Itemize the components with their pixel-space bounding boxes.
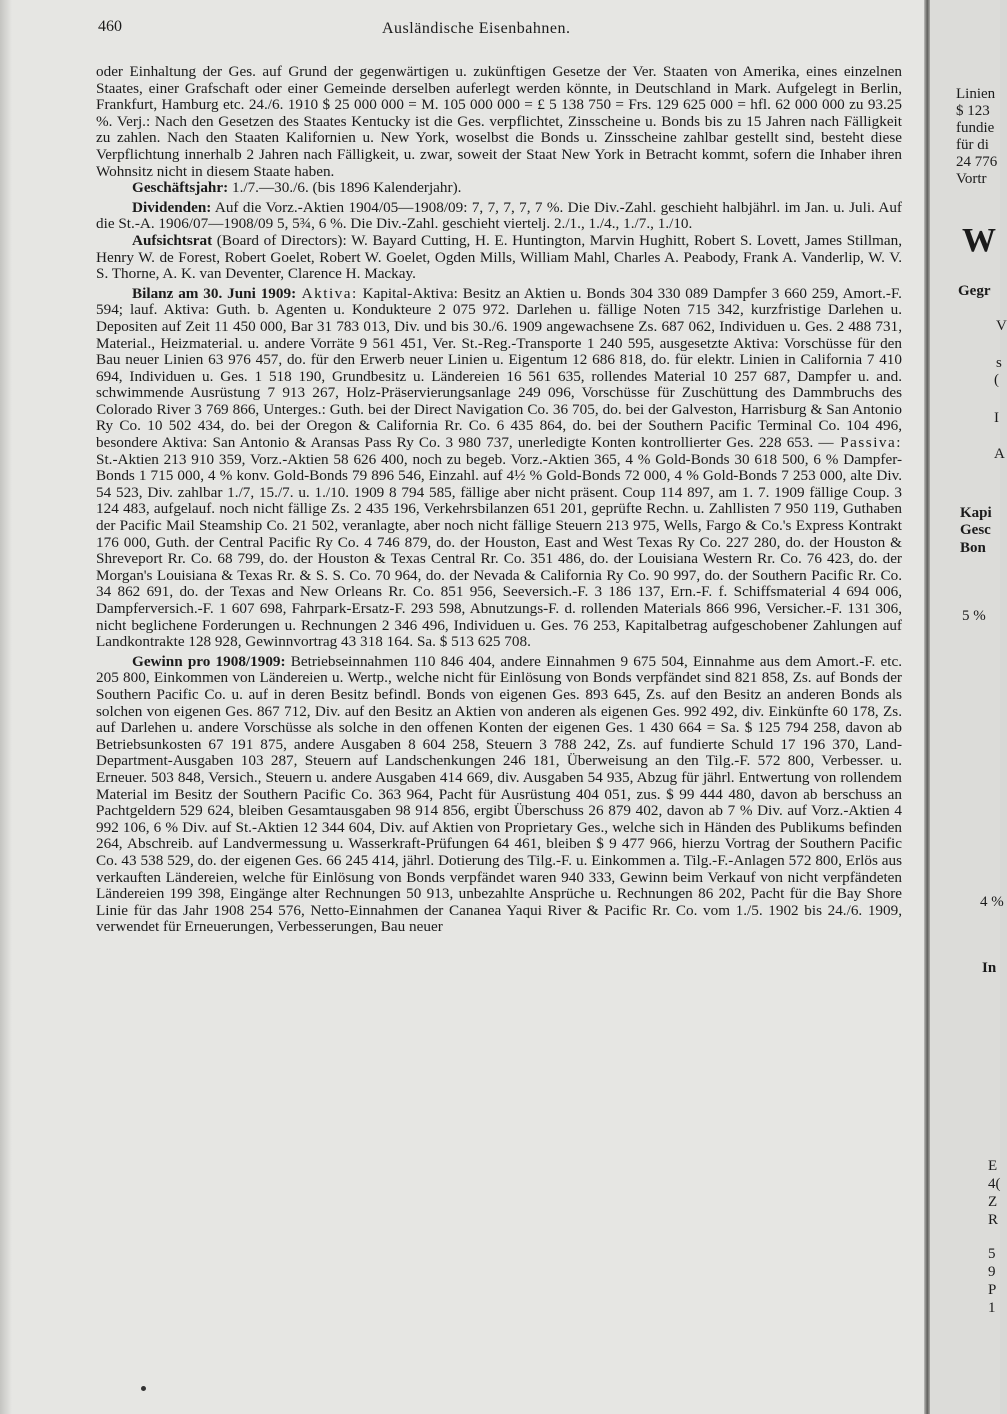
adjacent-text-line: 4( [988,1176,1001,1192]
paragraph-fiscal-year [96,180,902,197]
adjacent-text-line: fundie [956,120,995,136]
adjacent-text-line: Bon [960,540,986,556]
paragraph-profit [96,654,902,936]
adjacent-text-line: Linien [956,86,996,102]
paragraph-board [96,233,902,283]
heading-fiscal-year: Geschäftsjahr: [132,179,229,197]
adjacent-text-line: Z [988,1194,998,1210]
adjacent-text-line: I [994,410,999,426]
adjacent-text-line: 5 [988,1246,996,1262]
adjacent-text-line: 9 [988,1264,996,1280]
main-text-column [96,64,902,936]
board-text: (Board of Directors): W. Bayard Cutting, H. E. Huntington, Marvin Hughitt, Robert S. Lovett, James Stillman, Henry W. de Forest, Robert Goelet, Robert W. Goelet, Ogden Mills, William Mahl, Charles A. Peabody, Frank A. Vanderlip, W. V. S. Thorne, A. K. van Deventer, Clarence H. Mackay. [96,231,902,283]
adjacent-text-line: s [996,355,1002,371]
fiscal-year-text: 1./7.—30./6. (bis 1896 Kalenderjahr). [228,179,462,197]
ink-speck [141,1386,146,1391]
paragraph-bond-terms: oder Einhaltung der Ges. auf Grund der gegenwärtigen u. zukünftigen Gesetze der Ver. Staaten von Amerika, eines einzelnen Staates, einer Grafschaft oder einer Gemeinde derselben auferlegt werden könnte, in Deutschland in Mark. Aufgelegt in Berlin, Frankfurt, Hamburg etc. 24./6. 1910 $ 25 000 000 = M. 105 000 000 = £ 5 138 750 = Frs. 129 625 000 = hfl. 62 000 000 zu 93.25 %. Verj.: Nach den Gesetzen des Staates Kentucky ist die Ges. verpflichtet, Zinsscheine u. Bonds bis zu 15 Jahren nach Fälligkeit zu zahlen. Nach den Staaten Kalifornien u. New York, woselbst die Bonds u. Zinsscheine zahlbar gestellt sind, besteht diese Verpflichtung innerhalb 2 Jahren nach Fälligkeit, u. zwar, soweit der Staat New York in Betracht kommt, sofern die Inhaber ihren Wohnsitz nicht in diesem Staate haben. [96,63,902,180]
heading-board: Aufsichtsrat [132,231,213,249]
adjacent-text-line: A [994,446,1005,462]
adjacent-page-strip [930,0,1007,1414]
adjacent-text-line: 4 % [980,894,1004,910]
adjacent-text-line: 24 776 [956,154,998,170]
adjacent-text-line: R [988,1212,999,1228]
label-assets: Aktiva: [296,284,358,302]
liabilities-text: St.-Aktien 213 910 359, Vorz.-Aktien 58 626 400, noch zu begeb. Vorz.-Aktien 365, 4 % Gold-Bonds 30 618 500, 6 % Dampfer-Bonds 1 715 000, 4 % konv. Gold-Bonds 79 896 546, Einzahl. auf 4½ % Gold-Bonds 72 000, 4 % Gold-Bonds 7 253 000, alte Div. 54 523, Div. zahlbar 1./7, 15./7. u. 1./10. 1909 8 794 585, fällige aber nicht präsent. Coup 114 897, am 1. 7. 1909 fällige Coup. 3 124 483, aufgelauf. noch nicht fällige Zs. 2 435 196, Verkehrsbilanzen 651 201, geprüfte Rechn. u. Zahllisten 7 950 119, Guthaben der Pacific Mail Steamship Co. 21 502, veranlagte, aber noch nicht fällige Steuern 213 975, Wells, Fargo & Co.'s Express Kontrakt 176 000, Guth. der Central Pacific Ry Co. 4 746 879, do. der Houston, East and West Texas Ry Co. 227 280, do. der Houston & Shreveport Rr. Co. 68 799, do. der Houston & Texas Central Rr. Co. 351 486, do. der Louisiana Western Rr. Co. 76 423, do. der Morgan's Louisiana & Texas Rr. & S. S. Co. 70 964, do. der Nevada & California Ry Co. 90 997, do. der Southern Pacific Rr. Co. 34 862 691, do. der Texas and New Orleans Rr. Co. 851 956, Seeversich.-F. 3 186 137, Ern.-F. f. Schiffsmaterial 4 694 006, Dampferversich.-F. 1 607 698, Fahrpark-Ersatz-F. 293 598, Abnutzungs-F. d. rollenden Materials 866 996, Versicher.-F. 131 306, nicht beglichene Forderungen u. Rechnungen 2 346 496, Individuen u. Ges. 76 253, Kapitalbetrag aufgeschobener Zahlungen auf Landkontrakte 128 928, Gewinnvortrag 43 318 164. Sa. $ 513 625 708. [96,450,902,651]
heading-dividends: Dividenden: [132,198,212,216]
label-liabilities: Passiva: [833,434,902,452]
running-title: Ausländische Eisenbahnen. [382,20,571,37]
assets-text: Kapital-Aktiva: Besitz an Aktien u. Bonds 304 330 089 Dampfer 3 660 259, Amort.-F. 594; lauf. Aktiva: Guth. b. Agenten u. Kondukteure 2 075 972. Darlehen u. fällige Noten 715 342, kurzfristige Darlehen u. Depositen auf Zeit 11 450 000, Bar 31 783 013, Div. und bis 30./6. 1909 angewachsene Zs. 687 062, Individuen u. Ges. 2 488 731, Material., Heizmaterial. u. andere Vorräte 9 561 451, Ver. St.-Reg.-Transporte 1 240 595, ausgesetzte Aktiva: Vorschüsse für den Bau neuer Linien 63 976 457, do. für den Erwerb neuer Linien u. Eigentum 12 686 818, do. für elektr. Linien in California 7 410 694, Individuen u. Ges. 1 518 190, Grundbesitz u. Ländereien 16 561 635, rollendes Material 10 257 687, Dampfer u. and. schwimmende Ausrüstung 7 913 267, Holz-Präservierungsanlage 249 096, Vorschüsse für Zuschüttung des Dammbruchs des Colorado River 3 769 866, Unterges.: Guth. bei der Direct Navigation Co. 36 705, do. bei der Galveston, Harrisburg & San Antonio Ry Co. 10 502 434, do. bei der Oregon & California Rr. Co. 6 435 864, do. bei der Southern Pacific Terminal Co. 104 496, besondere Aktiva: San Antonio & Aransas Pass Ry Co. 3 980 737, unerledigte Konten kontrollierter Ges. 228 653. — [96,284,902,452]
page-number: 460 [98,18,122,35]
adjacent-text-line: P [988,1282,997,1298]
adjacent-text-line: 5 % [962,608,986,624]
adjacent-text-line: Kapi [960,505,992,521]
adjacent-text-line: $ 123 [956,103,990,119]
adjacent-text-line: E [988,1158,998,1174]
dividends-text: Auf die Vorz.-Aktien 1904/05—1908/09: 7, 7, 7, 7, 7 %. Die Div.-Zahl. geschieht halbjährl. im Jan. u. Juli. Auf die St.-A. 1906/07—1908/09 5, 5¾, 6 %. Die Div.-Zahl. geschieht viertelj. 2./1., 1./4., 1./7., 1./10. [96,198,902,233]
paragraph-dividends [96,200,902,233]
heading-profit: Gewinn pro 1908/1909: [132,652,286,670]
heading-balance-sheet: Bilanz am 30. Juni 1909: [132,284,297,302]
adjacent-text-line: V [996,318,1007,334]
binding-shadow [0,0,12,1414]
profit-text: Betriebseinnahmen 110 846 404, andere Einnahmen 9 675 504, Einnahme aus dem Amort.-F. etc. 205 800, Einkommen von Ländereien u. Wertp., welche nicht für Einlösung von Bonds verpfändet sind 821 858, Zs. auf Bonds der Southern Pacific Co. u. auf in deren Besitz befindl. Bonds von eigenen Ges. 893 645, Zs. auf den Besitz an anderen Bonds als solchen von eigenen Ges. 867 712, Div. auf den Besitz an Aktien von anderen als eigenen Ges. 992 492, div. Einkünfte 60 178, Zs. auf Darlehen u. andere Vorschüsse als solche in den offenen Konten der eigenen Ges. 1 430 664 = Sa. $ 125 794 258, davon ab Betriebsunkosten 67 191 875, andere Ausgaben 8 604 258, Steuern 3 788 242, Zs. auf fundierte Schuld 17 196 370, Land-Department-Ausgaben 103 287, Steuern auf Landschenkungen 246 181, Überweisung an den Tilg.-F. 572 800, Verbesser. u. Erneuer. 503 848, Versich., Steuern u. andere Ausgaben 414 669, div. Ausgaben 54 935, Abzug für jährl. Entwertung von rollendem Material im Besitz der Southern Pacific Co. 363 964, Pacht für Ausrüstung 404 051, zus. $ 99 444 480, davon ab berschuss an Pachtgeldern 529 624, bleiben Gesamtausgaben 98 914 856, ergibt Überschuss 26 879 402, davon ab 7 % Div. auf Vorz.-Aktien 4 992 106, 6 % Div. auf St.-Aktien 12 344 604, Div. auf Aktien von Proprietary Ges., welche sich in Händen des Publikums befinden 264, Abschreib. auf Landvermessung u. Wasserkraft-Prüfungen 64 461, bleiben $ 9 477 966, hierzu Vortrag der Southern Pacific Co. 43 538 529, do. der eigenen Ges. 66 245 414, jährl. Dotierung des Tilg.-F. u. Einkommen a. Tilg.-F.-Anlagen 572 800, Erlös aus verkauften Ländereien, welche für Einlösung von Bonds verpfändet waren 940 333, Gewinn beim Verkauf von nicht verpfändeten Ländereien 199 398, Eingänge alter Rechnungen 50 913, unbezahlte Ansprüche u. Rechnungen 86 202, Pacht für die Bay Shore Linie für das Jahr 1908 254 576, Netto-Einnahmen der Cananea Yaqui River & Pacific Rr. Co. vom 1./5. 1902 bis 24./6. 1909, verwendet für Erneuerungen, Verbesserungen, Bau neuer [96,652,902,936]
adjacent-text-line: 1 [988,1300,996,1316]
adjacent-text-line: Gesc [960,522,991,538]
adjacent-text-line: ( [994,372,999,388]
adjacent-text-line: Gegr [958,283,991,299]
adjacent-text-line: In [982,960,997,976]
adjacent-text-line: Vortr [956,171,987,187]
adjacent-heading: W [962,222,996,259]
paragraph-balance-sheet [96,286,902,651]
adjacent-text-line: für di [956,137,989,153]
